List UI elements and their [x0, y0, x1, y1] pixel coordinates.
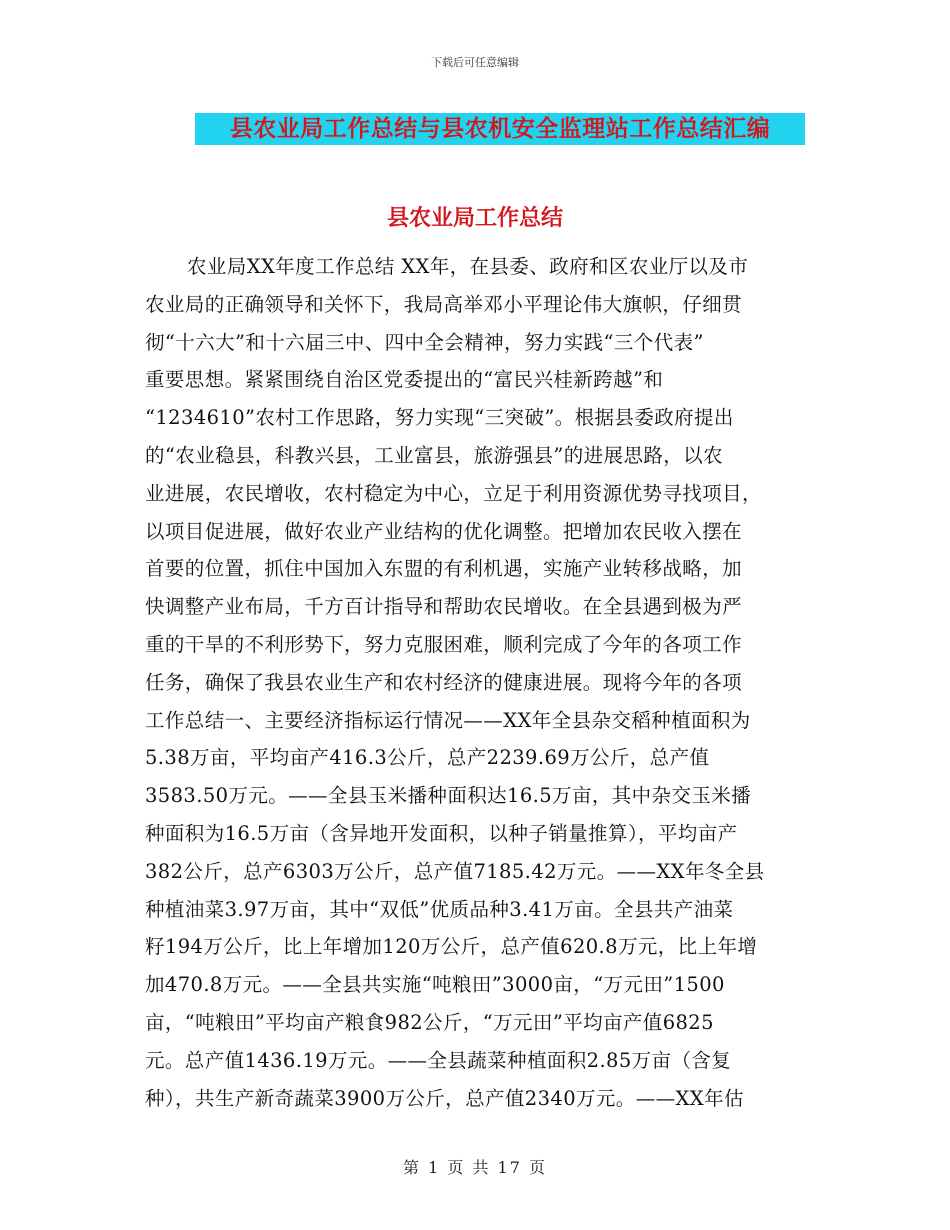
- header-note: 下载后可任意编辑: [431, 56, 519, 69]
- body-line: 重要思想。紧紧围绕自治区党委提出的“富民兴桂新跨越”和: [145, 368, 664, 392]
- body-line: 5.38万亩，平均亩产416.3公斤，总产2239.69万公斤，总产值: [145, 746, 710, 770]
- page-footer: 第 1 页 共 17 页: [403, 1158, 547, 1177]
- main-title: 县农业局工作总结与县农机安全监理站工作总结汇编: [229, 115, 771, 142]
- body-line: 工作总结一、主要经济指标运行情况——XX年全县杂交稻种植面积为: [145, 708, 751, 732]
- main-title-highlight: [195, 113, 805, 145]
- body-line: 种面积为16.5万亩（含异地开发面积，以种子销量推算），平均亩产: [145, 821, 738, 845]
- body-line: 加470.8万元。——全县共实施“吨粮田”3000亩，“万元田”1500: [145, 973, 725, 997]
- body-line: 元。总产值1436.19万元。——全县蔬菜种植面积2.85万亩（含复: [145, 1048, 732, 1072]
- body-line: 382公斤，总产6303万公斤，总产值7185.42万元。——XX年冬全县: [145, 859, 765, 883]
- body-line: 快调整产业布局，千方百计指导和帮助农民增收。在全县遇到极为严: [145, 595, 743, 619]
- body-line: 种植油菜3.97万亩，其中“双低”优质品种3.41万亩。全县共产油菜: [145, 897, 734, 921]
- section-title: 县农业局工作总结: [386, 205, 563, 231]
- body-line: 籽194万公斤，比上年增加120万公斤，总产值620.8万元，比上年增: [145, 935, 758, 959]
- body-line: “1234610”农村工作思路，努力实现“三突破”。根据县委政府提出: [145, 406, 734, 430]
- body-line: 农业局的正确领导和关怀下，我局高举邓小平理论伟大旗帜，仔细贯: [145, 292, 743, 316]
- body-line: 以项目促进展，做好农业产业结构的优化调整。把增加农民收入摆在: [145, 519, 743, 543]
- body-line: 彻“十六大”和十六届三中、四中全会精神，努力实践“三个代表”: [145, 330, 704, 354]
- body-line: 的“农业稳县，科教兴县，工业富县，旅游强县”的进展思路，以农: [145, 443, 723, 467]
- body-line: 3583.50万元。——全县玉米播种面积达16.5万亩，其中杂交玉米播: [145, 784, 752, 808]
- body-line: 种），共生产新奇蔬菜3900万公斤，总产值2340万元。——XX年估: [145, 1086, 744, 1110]
- body-line: 农业局XX年度工作总结 XX年，在县委、政府和区农业厅以及市: [187, 255, 749, 278]
- body-line: 任务，确保了我县农业生产和农村经济的健康进展。现将今年的各项: [145, 670, 743, 694]
- body-line: 首要的位置，抓住中国加入东盟的有利机遇，实施产业转移战略，加: [145, 557, 743, 581]
- body-text: [145, 248, 815, 1117]
- body-line: 重的干旱的不利形势下，努力克服困难，顺利完成了今年的各项工作: [145, 632, 743, 656]
- body-line: 业进展，农民增收，农村稳定为中心，立足于利用资源优势寻找项目，: [145, 481, 762, 505]
- body-line: 亩，“吨粮田”平均亩产粮食982公斤，“万元田”平均亩产值6825: [145, 1010, 714, 1034]
